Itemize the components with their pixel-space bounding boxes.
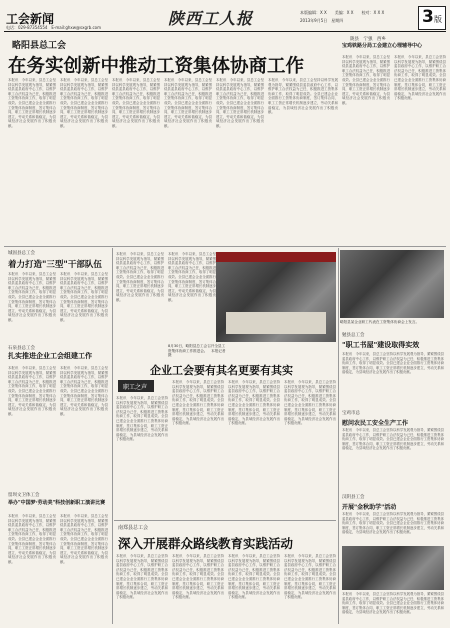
rm1-body: 本报讯 今年以来，县总工会坚持以科学发展观为指导，紧紧围绕县委县政府中心工作，以维护职工合法权益为己任，积极推进工资集体协商工作，取得了明显成效。全县已建会企业全面推行工资集体协商制度，签订集体合同，职工工资正常增长机制逐步建立，劳动关系和谐稳定，为县域经济社会发展作出了积极贡献。 bbox=[342, 352, 444, 375]
main-photo bbox=[216, 252, 336, 342]
bottom-body-c: 本报讯 今年以来，县总工会坚持以科学发展观为指导，紧紧围绕县委县政府中心工作，以维护职工合法权益为己任，积极推进工资集体协商工作，取得了明显成效。全县已建会企业全面推行工资集体协商制度，签订集体合同，职工工资正常增长机制逐步建立，劳动关系和谐稳定，为县域经济社会发展作出了积极贡献。 bbox=[228, 554, 280, 600]
left3-headline: 举办"中国梦·劳动美"科技创新职工演讲比赛 bbox=[8, 500, 106, 506]
left1-body-b: 本报讯 今年以来，县总工会坚持以科学发展观为指导，紧紧围绕县委县政府中心工作，以维护职工合法权益为己任，积极推进工资集体协商工作，取得了明显成效。全县已建会企业全面推行工资集体协商制度，签订集体合同，职工工资正常增长机制逐步建立，劳动关系和谐稳定，为县域经济社会发展作出了积极贡献。 bbox=[60, 272, 108, 322]
center-body-a: 本报讯 今年以来，县总工会坚持以科学发展观为指导，紧紧围绕县委县政府中心工作，以维护职工合法权益为己任，积极推进工资集体协商工作，取得了明显成效。全县已建会企业全面推行工资集体协商制度，签订集体合同，职工工资正常增长机制逐步建立，劳动关系和谐稳定，为县域经济社会发展作出了积极贡献。 bbox=[116, 252, 164, 302]
page-number-badge bbox=[418, 6, 446, 30]
center-body-b: 本报讯 今年以来，县总工会坚持以科学发展观为指导，紧紧围绕县委县政府中心工作，以维护职工合法权益为己任，积极推进工资集体协商工作，取得了明显成效。全县已建会企业全面推行工资集体协商制度，签订集体合同，职工工资正常增长机制逐步建立，劳动关系和谐稳定，为县域经济社会发展作出了积极贡献。 bbox=[168, 252, 216, 302]
bottom-body-a: 本报讯 今年以来，县总工会坚持以科学发展观为指导，紧紧围绕县委县政府中心工作，以维护职工合法权益为己任，积极推进工资集体协商工作，取得了明显成效。全县已建会企业全面推行工资集体协商制度，签订集体合同，职工工资正常增长机制逐步建立，劳动关系和谐稳定，为县域经济社会发展作出了积极贡献。 bbox=[116, 554, 168, 600]
left1-kicker: 城固县总工会 bbox=[8, 251, 35, 256]
right-col-divider bbox=[338, 248, 339, 624]
lead-kicker: 略阳县总工会 bbox=[12, 41, 67, 51]
bottom-body-b: 本报讯 今年以来，县总工会坚持以科学发展观为指导，紧紧围绕县委县政府中心工作，以维护职工合法权益为己任，积极推进工资集体协商工作，取得了明显成效。全县已建会企业全面推行工资集体协商制度，签订集体合同，职工工资正常增长机制逐步建立，劳动关系和谐稳定，为县域经济社会发展作出了积极贡献。 bbox=[172, 554, 224, 600]
bottom-right-caption: 本报讯 今年以来，县总工会坚持以科学发展观为指导，紧紧围绕县委县政府中心工作，以维护职工合法权益为己任，积极推进工资集体协商工作，取得了明显成效。全县已建会企业全面推行工资集体协商制度，签订集体合同，职工工资正常增长机制逐步建立，劳动关系和谐稳定，为县域经济社会发展作出了积极贡献。 bbox=[342, 592, 444, 615]
lead-body-col3: 本报讯 今年以来，县总工会坚持以科学发展观为指导，紧紧围绕县委县政府中心工作，以维护职工合法权益为己任，积极推进工资集体协商工作，取得了明显成效。全县已建会企业全面推行工资集体协商制度，签订集体合同，职工工资正常增长机制逐步建立，劳动关系和谐稳定，为县域经济社会发展作出了积极贡献。 bbox=[112, 78, 160, 128]
lead-body-col6: 本报讯 今年以来，县总工会坚持以科学发展观为指导，紧紧围绕县委县政府中心工作，以维护职工合法权益为己任，积极推进工资集体协商工作，取得了明显成效。全县已建会企业全面推行工资集体协商制度，签订集体合同，职工工资正常增长机制逐步建立，劳动关系和谐稳定，为县域经济社会发展作出了积极贡献。 bbox=[268, 78, 338, 115]
masthead bbox=[0, 0, 450, 32]
contact-line: 电话：029-87354554 E-mail:ghxw@sxgrb.com bbox=[6, 25, 102, 30]
mid-body-d: 本报讯 今年以来，县总工会坚持以科学发展观为指导，紧紧围绕县委县政府中心工作，以维护职工合法权益为己任，积极推进工资集体协商工作，取得了明显成效。全县已建会企业全面推行工资集体协商制度，签订集体合同，职工工资正常增长机制逐步建立，劳动关系和谐稳定，为县域经济社会发展作出了积极贡献。 bbox=[284, 380, 336, 426]
bottom-body-d: 本报讯 今年以来，县总工会坚持以科学发展观为指导，紧紧围绕县委县政府中心工作，以维护职工合法权益为己任，积极推进工资集体协商工作，取得了明显成效。全县已建会企业全面推行工资集体协商制度，签订集体合同，职工工资正常增长机制逐步建立，劳动关系和谐稳定，为县域经济社会发展作出了积极贡献。 bbox=[284, 554, 336, 600]
main-photo-caption: 8月30日，略阳县总工会召开全县工资集体协商工作推进会。 本报记者 摄 bbox=[168, 344, 226, 358]
bottom-kicker: 南郑县总工会 bbox=[118, 525, 149, 531]
rm2-body: 本报讯 今年以来，县总工会坚持以科学发展观为指导，紧紧围绕县委县政府中心工作，以维护职工合法权益为己任，积极推进工资集体协商工作，取得了明显成效。全县已建会企业全面推行工资集体协商制度，签订集体合同，职工工资正常增长机制逐步建立，劳动关系和谐稳定，为县域经济社会发展作出了积极贡献。 bbox=[342, 428, 444, 451]
side-top-kicker: 陇县 宁强 西乡 bbox=[350, 37, 386, 42]
left2-kicker: 石泉县总工会 bbox=[8, 346, 35, 351]
masthead-rule bbox=[4, 31, 446, 32]
editor-line: 本版编辑：X X 美编：X X 校对：X X X bbox=[300, 10, 385, 15]
rm3-headline: 开展"金秋助学"活动 bbox=[342, 504, 397, 511]
left1-headline: 着力打造"三型"干部队伍 bbox=[8, 260, 102, 270]
left2-body-a: 本报讯 今年以来，县总工会坚持以科学发展观为指导，紧紧围绕县委县政府中心工作，以维护职工合法权益为己任，积极推进工资集体协商工作，取得了明显成效。全县已建会企业全面推行工资集体协商制度，签订集体合同，职工工资正常增长机制逐步建立，劳动关系和谐稳定，为县域经济社会发展作出了积极贡献。 bbox=[8, 366, 56, 416]
voice-badge-text: 职工之声 bbox=[123, 384, 148, 391]
photo-table bbox=[226, 312, 326, 334]
side-top-body: 本报讯 今年以来，县总工会坚持以科学发展观为指导，紧紧围绕县委县政府中心工作，以维护职工合法权益为己任，积极推进工资集体协商工作，取得了明显成效。全县已建会企业全面推行工资集体协商制度，签订集体合同，职工工资正常增长机制逐步建立，劳动关系和谐稳定，为县域经济社会发展作出了积极贡献。 bbox=[342, 55, 390, 105]
section-label: 工会新闻 bbox=[6, 12, 55, 26]
rm2-headline: 慰问农民工安全生产工作 bbox=[342, 420, 409, 427]
right-photo-caption: 略阳县某企业职工代表在工资集体协商会上发言。 bbox=[340, 320, 420, 324]
page-number: 3 bbox=[422, 7, 434, 27]
side-top-body-2: 本报讯 今年以来，县总工会坚持以科学发展观为指导，紧紧围绕县委县政府中心工作，以维护职工合法权益为己任，积极推进工资集体协商工作，取得了明显成效。全县已建会企业全面推行工资集体协商制度，签订集体合同，职工工资正常增长机制逐步建立，劳动关系和谐稳定，为县域经济社会发展作出了积极贡献。 bbox=[394, 55, 446, 101]
mid-headline: 企业工会要有其名更要有其实 bbox=[150, 364, 293, 377]
left2-headline: 扎实推进企业工会组建工作 bbox=[8, 352, 92, 360]
divider-lower bbox=[114, 520, 336, 521]
left1-body-a: 本报讯 今年以来，县总工会坚持以科学发展观为指导，紧紧围绕县委县政府中心工作，以维护职工合法权益为己任，积极推进工资集体协商工作，取得了明显成效。全县已建会企业全面推行工资集体协商制度，签订集体合同，职工工资正常增长机制逐步建立，劳动关系和谐稳定，为县域经济社会发展作出了积极贡献。 bbox=[8, 272, 56, 322]
bottom-right-photo bbox=[342, 546, 444, 590]
lead-body-col4: 本报讯 今年以来，县总工会坚持以科学发展观为指导，紧紧围绕县委县政府中心工作，以维护职工合法权益为己任，积极推进工资集体协商工作，取得了明显成效。全县已建会企业全面推行工资集体协商制度，签订集体合同，职工工资正常增长机制逐步建立，劳动关系和谐稳定，为县域经济社会发展作出了积极贡献。 bbox=[164, 78, 212, 128]
rm2-kicker: 宝鸡市总 bbox=[342, 411, 360, 416]
lead-body-col2: 本报讯 今年以来，县总工会坚持以科学发展观为指导，紧紧围绕县委县政府中心工作，以维护职工合法权益为己任，积极推进工资集体协商工作，取得了明显成效。全县已建会企业全面推行工资集体协商制度，签订集体合同，职工工资正常增长机制逐步建立，劳动关系和谐稳定，为县域经济社会发展作出了积极贡献。 bbox=[60, 78, 108, 128]
left3-body-b: 本报讯 今年以来，县总工会坚持以科学发展观为指导，紧紧围绕县委县政府中心工作，以维护职工合法权益为己任，积极推进工资集体协商工作，取得了明显成效。全县已建会企业全面推行工资集体协商制度，签订集体合同，职工工资正常增长机制逐步建立，劳动关系和谐稳定，为县域经济社会发展作出了积极贡献。 bbox=[60, 514, 108, 564]
rm3-kicker: 汉阴县工会 bbox=[342, 495, 365, 500]
lead-headline: 在务实创新中推动工资集体协商工作 bbox=[8, 56, 305, 77]
right-photo bbox=[340, 250, 444, 318]
left2-body-b: 本报讯 今年以来，县总工会坚持以科学发展观为指导，紧紧围绕县委县政府中心工作，以维护职工合法权益为己任，积极推进工资集体协商工作，取得了明显成效。全县已建会企业全面推行工资集体协商制度，签订集体合同，职工工资正常增长机制逐步建立，劳动关系和谐稳定，为县域经济社会发展作出了积极贡献。 bbox=[60, 366, 108, 416]
rm3-body: 本报讯 今年以来，县总工会坚持以科学发展观为指导，紧紧围绕县委县政府中心工作，以维护职工合法权益为己任，积极推进工资集体协商工作，取得了明显成效。全县已建会企业全面推行工资集体协商制度，签订集体合同，职工工资正常增长机制逐步建立，劳动关系和谐稳定，为县域经济社会发展作出了积极贡献。 bbox=[342, 512, 444, 535]
rm1-kicker: 勉县总工会 bbox=[342, 333, 365, 338]
page-suffix: 版 bbox=[434, 15, 442, 24]
left3-body-a: 本报讯 今年以来，县总工会坚持以科学发展观为指导，紧紧围绕县委县政府中心工作，以维护职工合法权益为己任，积极推进工资集体协商工作，取得了明显成效。全县已建会企业全面推行工资集体协商制度，签订集体合同，职工工资正常增长机制逐步建立，劳动关系和谐稳定，为县域经济社会发展作出了积极贡献。 bbox=[8, 514, 56, 564]
bottom-headline: 深入开展群众路线教育实践活动 bbox=[118, 536, 294, 551]
mid-body-a: 本报讯 今年以来，县总工会坚持以科学发展观为指导，紧紧围绕县委县政府中心工作，以维护职工合法权益为己任，积极推进工资集体协商工作，取得了明显成效。全县已建会企业全面推行工资集体协商制度，签订集体合同，职工工资正常增长机制逐步建立，劳动关系和谐稳定，为县域经济社会发展作出了积极贡献。 bbox=[116, 396, 168, 442]
left-col-divider bbox=[112, 248, 113, 624]
date-line: 2013年9月5日 星期四 bbox=[300, 18, 344, 23]
side-top-headline: 宝鸡铁路分局工会建立心理辅导中心 bbox=[342, 43, 423, 49]
lead-body-col1: 本报讯 今年以来，县总工会坚持以科学发展观为指导，紧紧围绕县委县政府中心工作，以维护职工合法权益为己任，积极推进工资集体协商工作，取得了明显成效。全县已建会企业全面推行工资集体协商制度，签订集体合同，职工工资正常增长机制逐步建立，劳动关系和谐稳定，为县域经济社会发展作出了积极贡献。 bbox=[8, 78, 56, 128]
photo-banner bbox=[216, 252, 336, 262]
lead-body-col5: 本报讯 今年以来，县总工会坚持以科学发展观为指导，紧紧围绕县委县政府中心工作，以维护职工合法权益为己任，积极推进工资集体协商工作，取得了明显成效。全县已建会企业全面推行工资集体协商制度，签订集体合同，职工工资正常增长机制逐步建立，劳动关系和谐稳定，为县域经济社会发展作出了积极贡献。 bbox=[216, 78, 264, 128]
voice-badge bbox=[118, 380, 154, 392]
paper-logo: 陕西工人报 bbox=[168, 9, 254, 28]
rm1-headline: "职工书屋"建设取得实效 bbox=[342, 341, 420, 349]
left3-kicker: 留坝文卫体工会 bbox=[8, 493, 40, 498]
mid-body-b: 本报讯 今年以来，县总工会坚持以科学发展观为指导，紧紧围绕县委县政府中心工作，以维护职工合法权益为己任，积极推进工资集体协商工作，取得了明显成效。全县已建会企业全面推行工资集体协商制度，签订集体合同，职工工资正常增长机制逐步建立，劳动关系和谐稳定，为县域经济社会发展作出了积极贡献。 bbox=[172, 380, 224, 426]
mid-body-c: 本报讯 今年以来，县总工会坚持以科学发展观为指导，紧紧围绕县委县政府中心工作，以维护职工合法权益为己任，积极推进工资集体协商工作，取得了明显成效。全县已建会企业全面推行工资集体协商制度，签订集体合同，职工工资正常增长机制逐步建立，劳动关系和谐稳定，为县域经济社会发展作出了积极贡献。 bbox=[228, 380, 280, 426]
divider-upper bbox=[4, 246, 446, 247]
